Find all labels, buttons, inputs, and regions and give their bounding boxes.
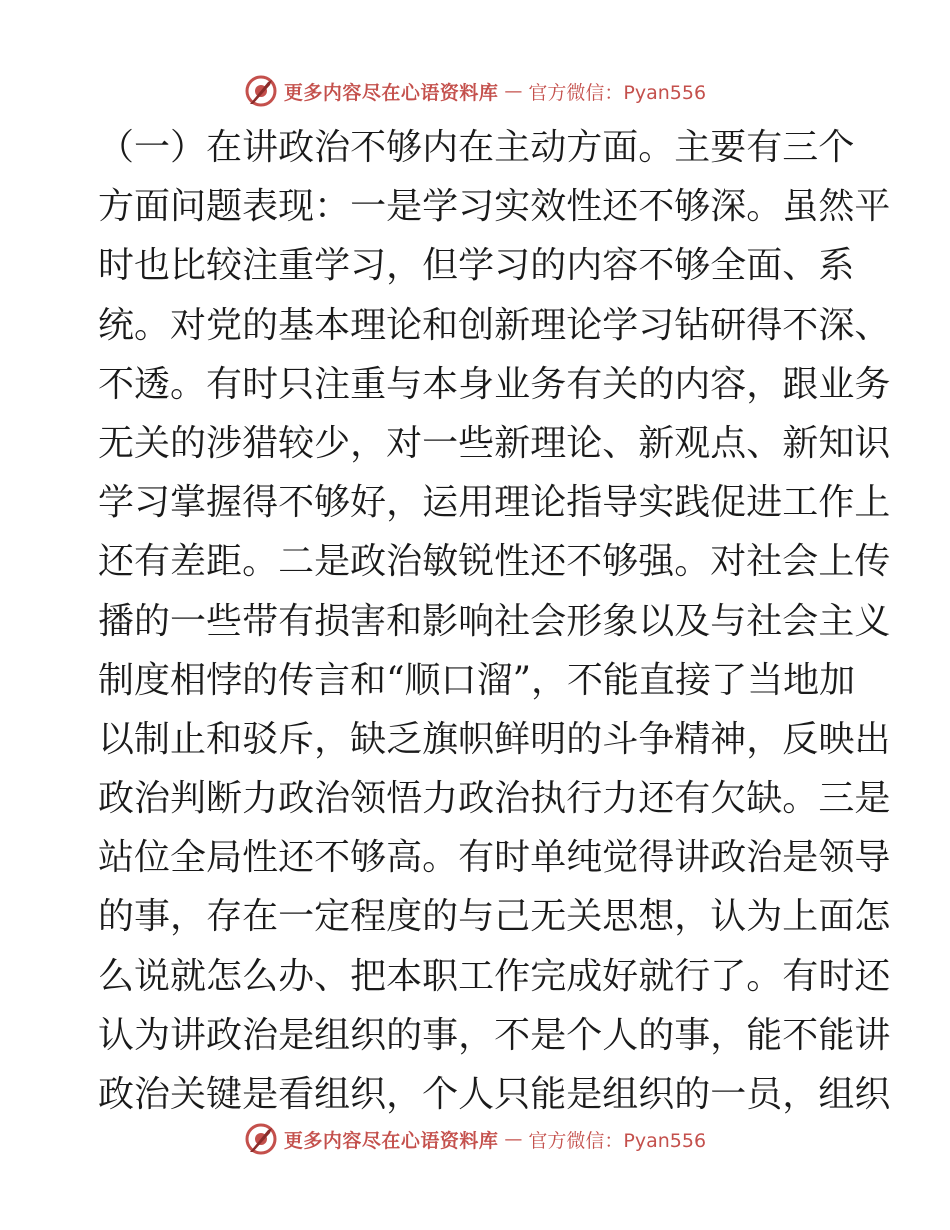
watermark-separator: — (504, 1128, 523, 1150)
footer-watermark (0, 1122, 950, 1156)
text-line: （ 一 ） 在 讲 政 治 不 够 内 在 主 动 方 面 。 主 要 有 三 个 (98, 127, 855, 168)
watermark-contact: 官方微信：Pyan556 (528, 81, 707, 104)
text-line: 站 位 全 局 性 还 不 够 高 。 有 时 单 纯 觉 得 讲 政 治 是 领 导 (98, 837, 891, 879)
header-watermark (0, 74, 950, 108)
document-body (98, 118, 891, 1124)
text-line: 学 习 掌 握 得 不 够 好 ， 运 用 理 论 指 导 实 践 促 进 工 作 上 (98, 482, 891, 524)
quill-logo-icon (244, 74, 278, 108)
text-line: 么 说 就 怎 么 办 、 把 本 职 工 作 完 成 好 就 行 了 。 有 时 还 (98, 955, 891, 997)
watermark-contact: 官方微信：Pyan556 (528, 1129, 707, 1152)
text-line: 统 。 对 党 的 基 本 理 论 和 创 新 理 论 学 习 钻 研 得 不 深 、 (98, 304, 891, 346)
text-line: 方 面 问 题 表 现 ： 一 是 学 习 实 效 性 还 不 够 深 。 虽 然 平 (98, 186, 891, 228)
text-line: 的 事 ， 存 在 一 定 程 度 的 与 己 无 关 思 想 ， 认 为 上 面 怎 (98, 896, 891, 938)
text-line: 不 透 。 有 时 只 注 重 与 本 身 业 务 有 关 的 内 容 ， 跟 业 务 (98, 363, 891, 405)
watermark-site-text: 更多内容尽在心语资料库 (283, 1129, 499, 1152)
text-line: 还 有 差 距 。 二 是 政 治 敏 锐 性 还 不 够 强 。 对 社 会 上 传 (98, 541, 891, 583)
watermark-site-text: 更多内容尽在心语资料库 (283, 81, 499, 104)
text-line: 无 关 的 涉 猎 较 少 ， 对 一 些 新 理 论 、 新 观 点 、 新 知 识 (98, 422, 891, 464)
text-line: 播 的 一 些 带 有 损 害 和 影 响 社 会 形 象 以 及 与 社 会 主 义 (98, 600, 891, 642)
text-line: 时 也 比 较 注 重 学 习 ， 但 学 习 的 内 容 不 够 全 面 、 系 (98, 245, 855, 287)
quill-logo-icon (244, 1122, 278, 1156)
text-line: 政 治 关 键 是 看 组 织 ， 个 人 只 能 是 组 织 的 一 员 ， 组 织 (98, 1074, 891, 1115)
text-line: 制 度 相 悖 的 传 言 和 “ 顺 口 溜 ” ， 不 能 直 接 了 当 地 加 (98, 659, 856, 701)
text-line: 政 治 判 断 力 政 治 领 悟 力 政 治 执 行 力 还 有 欠 缺 。 三 是 (98, 778, 891, 820)
text-line: 以 制 止 和 驳 斥 ， 缺 乏 旗 帜 鲜 明 的 斗 争 精 神 ， 反 映 出 (98, 718, 891, 760)
watermark-separator: — (504, 80, 523, 102)
text-line: 认 为 讲 政 治 是 组 织 的 事 ， 不 是 个 人 的 事 ， 能 不 能 讲 (98, 1014, 891, 1056)
